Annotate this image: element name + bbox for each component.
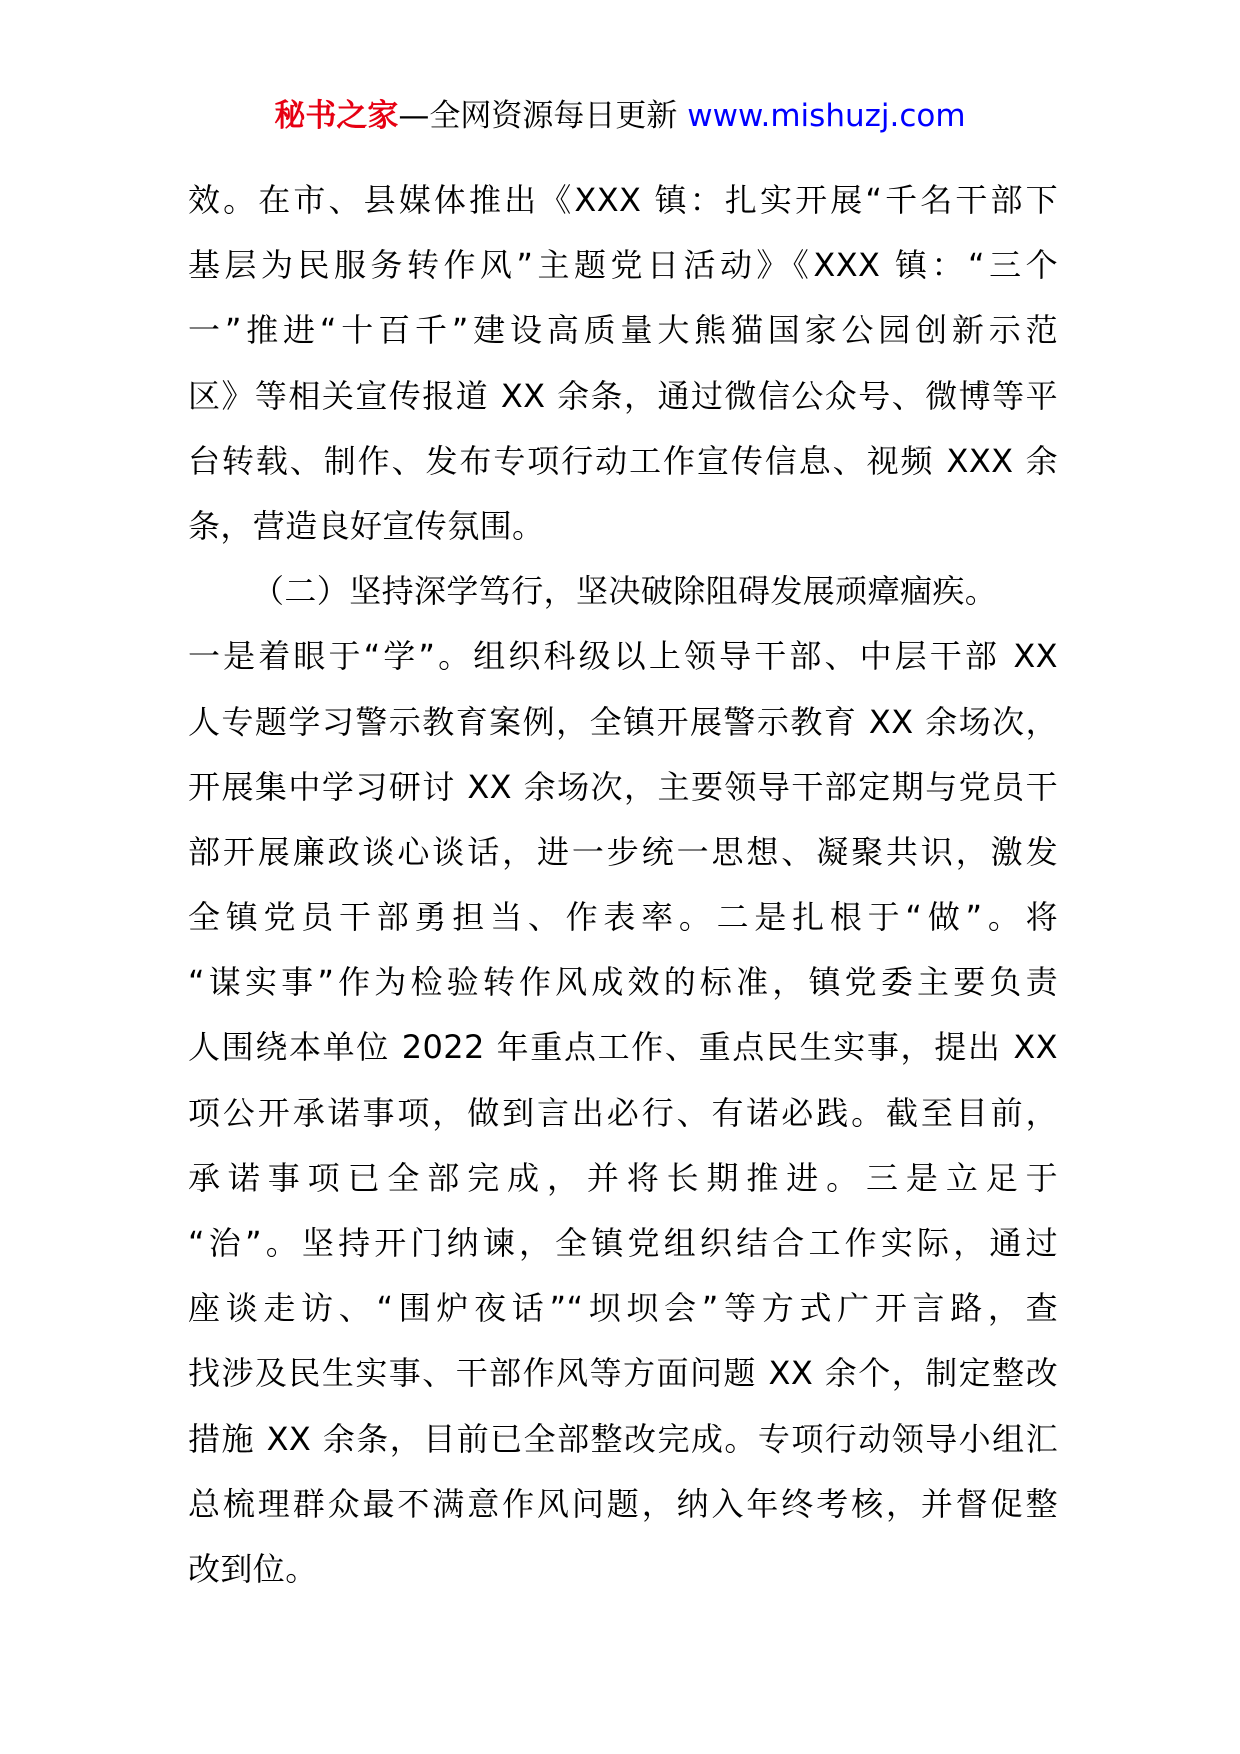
brand-name: 秘书之家 — [274, 98, 399, 134]
text-line: 区》等相关宣传报道 XX 余条，通过微信公众号、微博等平 — [188, 376, 1058, 415]
text-line: 找涉及民生实事、干部作风等方面问题 XX 余个，制定整改 — [188, 1354, 1058, 1393]
text-line: 人围绕本单位 2022 年重点工作、重点民生实事，提出 XX — [188, 1028, 1058, 1067]
text-line: 承诺事项已全部完成，并将长期推进。三是立足于 — [188, 1158, 1058, 1197]
document-body — [188, 168, 1058, 1602]
text-line: 总梳理群众最不满意作风问题，纳入年终考核，并督促整 — [188, 1484, 1058, 1523]
text-line: “治”。坚持开门纳谏，全镇党组织结合工作实际，通过 — [188, 1224, 1058, 1262]
text-line: “谋实事”作为检验转作风成效的标准，镇党委主要负责 — [188, 963, 1058, 1002]
header-tagline: —全网资源每日更新 — [398, 98, 688, 134]
text-line: 部开展廉政谈心谈话，进一步统一思想、凝聚共识，激发 — [188, 832, 1058, 871]
text-line: 项公开承诺事项，做到言出必行、有诺必践。截至目前， — [188, 1093, 1058, 1132]
text-line: 台转载、制作、发布专项行动工作宣传信息、视频 XXX 余 — [188, 441, 1058, 480]
text-line: 一是着眼于“学”。组织科级以上领导干部、中层干部 XX — [188, 637, 1058, 676]
text-line: 开展集中学习研讨 XX 余场次，主要领导干部定期与党员干 — [188, 767, 1058, 806]
text-line: 措施 XX 余条，目前已全部整改完成。专项行动领导小组汇 — [188, 1419, 1058, 1458]
text-line: 基层为民服务转作风”主题党日活动》《XXX 镇：“三个 — [188, 246, 1058, 285]
text-line: 效。在市、县媒体推出《XXX 镇：扎实开展“千名干部下 — [188, 181, 1058, 219]
page-header — [0, 96, 1240, 136]
text-line: 一”推进“十百千”建设高质量大熊猫国家公园创新示范 — [188, 311, 1058, 350]
section-heading: （二）坚持深学笃行，坚决破除阻碍发展顽瘴痼疾。 — [252, 572, 998, 611]
website-link[interactable]: www.mishuzj.com — [687, 98, 966, 134]
text-line: 人专题学习警示教育案例，全镇开展警示教育 XX 余场次， — [188, 702, 1058, 741]
text-line: 全镇党员干部勇担当、作表率。二是扎根于“做”。将 — [188, 898, 1058, 937]
text-line: 条，营造良好宣传氛围。 — [188, 506, 545, 545]
text-line: 座谈走访、“围炉夜话”“坝坝会”等方式广开言路，查 — [188, 1289, 1058, 1328]
text-line: 改到位。 — [188, 1549, 318, 1588]
